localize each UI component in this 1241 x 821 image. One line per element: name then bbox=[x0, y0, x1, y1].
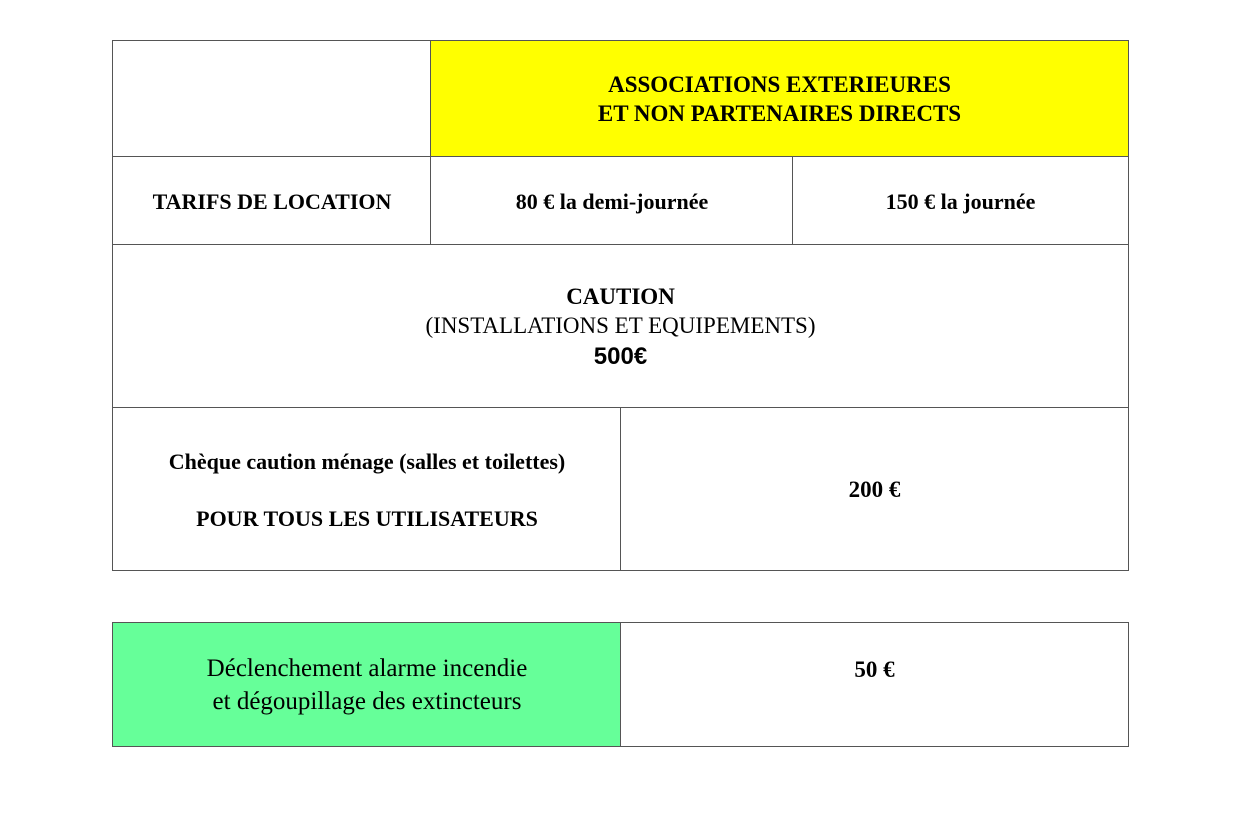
menage-label-cell bbox=[113, 408, 621, 571]
caution-subtitle: (INSTALLATIONS ET EQUIPEMENTS) bbox=[425, 312, 816, 338]
header-line-2: ET NON PARTENAIRES DIRECTS bbox=[597, 101, 962, 126]
col-divider-header bbox=[430, 40, 431, 245]
alarm-label-line-1: Déclenchement alarme incendie bbox=[206, 654, 528, 682]
half-day-price: 80 € la demi-journée bbox=[515, 188, 709, 214]
col-divider-prices bbox=[792, 157, 793, 245]
table-border-top bbox=[112, 40, 1129, 41]
alarm-border-left bbox=[112, 622, 113, 747]
alarm-amount: 50 € bbox=[854, 657, 895, 682]
alarm-border-right bbox=[1128, 622, 1129, 747]
row-divider-1 bbox=[112, 156, 1129, 157]
caution-title: CAUTION bbox=[566, 283, 675, 309]
table-border-left bbox=[112, 40, 113, 571]
table-border-right bbox=[1128, 40, 1129, 571]
alarm-amount-cell bbox=[621, 623, 1128, 746]
menage-amount-cell bbox=[621, 408, 1128, 571]
menage-amount: 200 € bbox=[848, 477, 901, 502]
tarifs-label-cell bbox=[113, 157, 431, 245]
menage-label-line-2: POUR TOUS LES UTILISATEURS bbox=[196, 505, 538, 531]
full-day-price-cell bbox=[793, 157, 1128, 245]
alarm-label-line-2: et dégoupillage des extincteurs bbox=[212, 687, 522, 715]
header-associations-cell bbox=[431, 41, 1128, 157]
header-line-1: ASSOCIATIONS EXTERIEURES bbox=[608, 72, 951, 97]
tarifs-label: TARIFS DE LOCATION bbox=[152, 188, 392, 214]
col-divider-menage bbox=[620, 408, 621, 571]
caution-cell bbox=[113, 245, 1128, 408]
full-day-price: 150 € la journée bbox=[885, 188, 1036, 214]
alarm-col-divider bbox=[620, 622, 621, 747]
alarm-label-cell bbox=[113, 623, 621, 746]
menage-label-line-1: Chèque caution ménage (salles et toilettes) bbox=[168, 448, 566, 474]
half-day-price-cell bbox=[431, 157, 793, 245]
header-empty-cell bbox=[113, 41, 431, 157]
row-divider-2 bbox=[112, 244, 1129, 245]
caution-amount: 500€ bbox=[593, 342, 648, 370]
